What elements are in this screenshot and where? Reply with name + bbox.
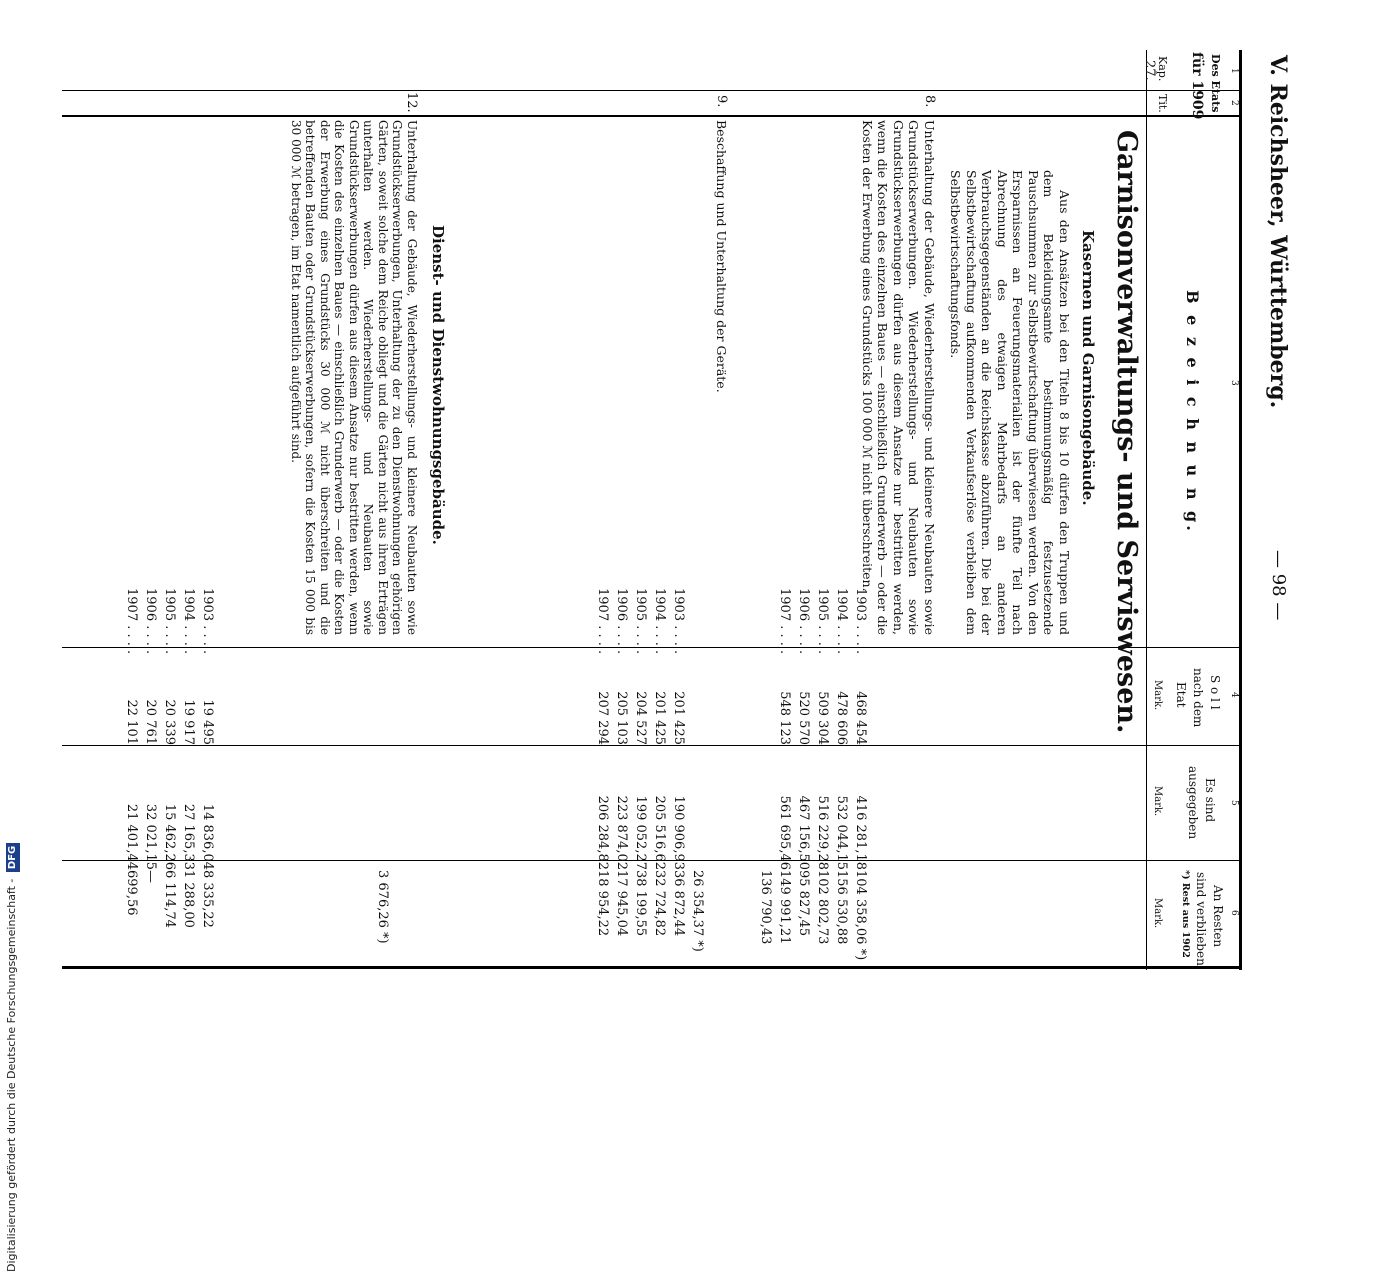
table-row: [593, 50, 612, 970]
titel-12-description: Unterhaltung der Gebäude, Wiederherstellungs- und kleinere Neubauten sowie Grundstückserwerbungen, Unterhaltung der zu den Dienstwohnungen gehörigen Gärten, soweit solche dem Reiche obliegt und die Gärten nicht aus ihren Erträgen unterhalten werden. Wiederherstellungs- und Neubauten sowie Grundstückserwerbungen dürfen aus diesem Ansatze nur bestritten werden, wenn die Kosten des einzelnen Baues — einschließlich Grunderwerb — oder die Kosten der Erwerbung eines Grundstücks 30 000 ℳ nicht überschreiten und die betreffenden Bauten oder Grundstückserwerbungen, sofern die Kosten 15 000 bis 30 000 ℳ betragen, im Etat namentlich aufgeführt sind.: [289, 120, 419, 635]
header-bezeichnung: B e z e i c h n u n g.: [1183, 290, 1202, 534]
ausgegeben-cell: 416 281,18: [853, 795, 868, 870]
table-row: [688, 50, 707, 970]
intro-paragraph: Aus den Ansätzen bei den Titeln 8 bis 10 dürfen den Truppen und dem Bekleidungsamte bestimmungsmäßig festzusetzende Pauschsummen zur Selbstbewirtschaftung überwiesen werden. Von den Ersparnissen an Feuerungsmaterialien ist der fünfte Teil nach Abrechnung des etwaigen Mehrbedarfs an anderen Verbrauchsgegenständen an die Reichskasse abzuführen. Die bei der Selbstbewirtschaftung aufkommenden Verkaufserlöse verbleiben dem Selbstbewirtschaftungsfonds.: [948, 170, 1072, 635]
header-soll-line2: nach dem: [1191, 668, 1205, 728]
rest-cell: 156 530,88: [834, 870, 849, 945]
soll-cell: 548 123: [777, 691, 792, 745]
ausgegeben-cell: 190 906,93: [671, 795, 686, 870]
header-ausg-line1: Es sind: [1203, 778, 1217, 823]
soll-cell: 205 103: [614, 691, 629, 745]
titel-8-number: 8.: [922, 95, 937, 108]
header-rest-line3: *) Rest aus 1902: [1180, 870, 1191, 958]
rest-cell: 17 945,04: [614, 870, 629, 937]
soll-cell: 201 425: [652, 691, 667, 745]
soll-cell: 207 294: [595, 691, 610, 745]
soll-cell: 22 101: [124, 699, 139, 745]
column-number-4: 4: [1229, 692, 1239, 698]
year-cell: 1905 . . . .: [633, 588, 648, 655]
rest-cell: 6 114,74: [162, 870, 177, 928]
header-ausg-line2: ausgegeben: [1186, 766, 1200, 840]
rest-cell: 3 676,26 *): [375, 870, 390, 944]
header-soll-unit: Mark.: [1152, 680, 1163, 711]
year-cell: 1903 . . . .: [200, 588, 215, 655]
column-number-3: 3: [1229, 380, 1239, 386]
table-row: [813, 50, 832, 970]
dfg-logo: DFG: [6, 843, 20, 872]
soll-cell: 520 570: [796, 691, 811, 745]
header-kap: Kap.: [1156, 56, 1169, 82]
subsection-kasernen: Kasernen und Garnisongebäude.: [1079, 230, 1097, 506]
page-number: — 98 —: [1268, 550, 1289, 621]
soll-cell: 20 339: [162, 699, 177, 745]
rest-cell: 8 335,22: [200, 870, 215, 928]
year-cell: 1907 . . . .: [595, 588, 610, 655]
table-row: [198, 50, 217, 970]
year-cell: 1907 . . . .: [124, 588, 139, 655]
table-row: [160, 50, 179, 970]
table-row: [373, 50, 392, 970]
scanned-page: [17, 50, 1297, 970]
rest-cell: —: [143, 870, 158, 883]
titel-12-number: 12.: [404, 92, 419, 113]
rest-cell: 36 872,44: [671, 870, 686, 937]
kapitel-number: 27.: [1142, 60, 1157, 81]
column-number-2: 2: [1229, 100, 1239, 106]
ausgegeben-cell: 15 462,26: [162, 803, 177, 870]
titel-8-description: Unterhaltung der Gebäude, Wiederherstellungs- und kleinere Neubauten sowie Grundstückserwerbungen. Wiederherstellungs- und Neubauten sowie Grundstückserwerbungen dürfen aus diesem Ansatze nur bestritten werden, wenn die Kosten des einzelnen Baues — einschließlich Grunderwerb — oder die Kosten der Erwerbung eines Grundstücks 100 000 ℳ nicht überschreiten.: [860, 120, 937, 635]
year-cell: 1906 . . . .: [614, 588, 629, 655]
table-row: [122, 50, 141, 970]
header-tit: Tit.: [1156, 94, 1169, 113]
rest-cell: 32 724,82: [652, 870, 667, 937]
section-title: Garnisonverwaltungs- und Serviswesen.: [1111, 130, 1142, 734]
rest-cell: 26 354,37 *): [690, 870, 705, 952]
table-row: [775, 50, 794, 970]
year-cell: 1904 . . . .: [181, 588, 196, 655]
ausgegeben-cell: 14 836,04: [200, 803, 215, 870]
rest-cell: 1 288,00: [181, 870, 196, 928]
year-cell: 1904 . . . .: [834, 588, 849, 655]
header-rest-line2: sind verblieben: [1194, 872, 1208, 966]
titel-9-description: Beschaffung und Unterhaltung der Geräte.: [714, 120, 729, 393]
table-row: [179, 50, 198, 970]
rest-cell: 102 802,73: [815, 870, 830, 945]
table-row: [851, 50, 870, 970]
table-row: [669, 50, 688, 970]
header-soll-line1: S o l l: [1208, 675, 1222, 710]
table-row: [832, 50, 851, 970]
rest-cell: 699,56: [124, 870, 139, 916]
header-etat-line2: für 1909: [1189, 52, 1205, 120]
soll-cell: 19 495: [200, 699, 215, 745]
ausgegeben-cell: 516 229,28: [815, 795, 830, 870]
table-row: [141, 50, 160, 970]
year-cell: 1904 . . . .: [652, 588, 667, 655]
table-row: [756, 50, 775, 970]
header-soll-line3: Etat: [1174, 682, 1188, 708]
soll-cell: 468 454: [853, 691, 868, 745]
year-cell: 1906 . . . .: [796, 588, 811, 655]
soll-cell: 204 527: [633, 691, 648, 745]
ausgegeben-cell: 532 044,15: [834, 795, 849, 870]
ausgegeben-cell: 199 052,27: [633, 795, 648, 870]
column-number-5: 5: [1229, 800, 1239, 806]
credit-text: Digitalisierung gefördert durch die Deutsche Forschungsgemeinschaft -: [5, 878, 18, 1272]
subsection-dienstgebaeude: Dienst- und Dienstwohnungsgebäude.: [429, 225, 447, 545]
header-rest-unit: Mark.: [1152, 898, 1163, 929]
rest-cell: 104 358,06 *): [853, 870, 868, 961]
running-head: V. Reichsheer, Württemberg.: [1265, 55, 1291, 409]
header-rest-line1: An Resten: [1211, 885, 1225, 948]
header-etat-line1: Des Etats: [1209, 54, 1222, 113]
rest-cell: 38 199,55: [633, 870, 648, 937]
year-cell: 1905 . . . .: [162, 588, 177, 655]
soll-cell: 20 761: [143, 699, 158, 745]
table-row: [631, 50, 650, 970]
header-ausg-unit: Mark.: [1152, 786, 1163, 817]
rest-cell: 18 954,22: [595, 870, 610, 937]
table-row: [794, 50, 813, 970]
year-cell: 1905 . . . .: [815, 588, 830, 655]
ausgegeben-cell: 21 401,44: [124, 803, 139, 870]
ausgegeben-cell: 32 021,15: [143, 803, 158, 870]
rest-cell: 136 790,43: [758, 870, 773, 945]
soll-cell: 509 304: [815, 691, 830, 745]
soll-cell: 478 606: [834, 691, 849, 745]
year-cell: 1903 . . . .: [853, 588, 868, 655]
ausgegeben-cell: 467 156,50: [796, 795, 811, 870]
ausgegeben-cell: 561 695,46: [777, 795, 792, 870]
ausgegeben-cell: 205 516,62: [652, 795, 667, 870]
column-number-6: 6: [1229, 910, 1239, 916]
header-rule: [1146, 50, 1147, 970]
soll-cell: 19 917: [181, 699, 196, 745]
column-number-1: 1: [1229, 68, 1239, 74]
ausgegeben-cell: 206 284,82: [595, 795, 610, 870]
table-top-rule: [1239, 50, 1242, 970]
year-cell: 1903 . . . .: [671, 588, 686, 655]
table-row: [612, 50, 631, 970]
table-row: [650, 50, 669, 970]
ausgegeben-cell: 27 165,33: [181, 803, 196, 870]
ausgegeben-cell: 223 874,02: [614, 795, 629, 870]
rest-cell: 149 991,21: [777, 870, 792, 945]
rest-cell: 95 827,45: [796, 870, 811, 937]
soll-cell: 201 425: [671, 691, 686, 745]
year-cell: 1906 . . . .: [143, 588, 158, 655]
year-cell: 1907 . . . .: [777, 588, 792, 655]
titel-9-number: 9.: [714, 95, 729, 108]
